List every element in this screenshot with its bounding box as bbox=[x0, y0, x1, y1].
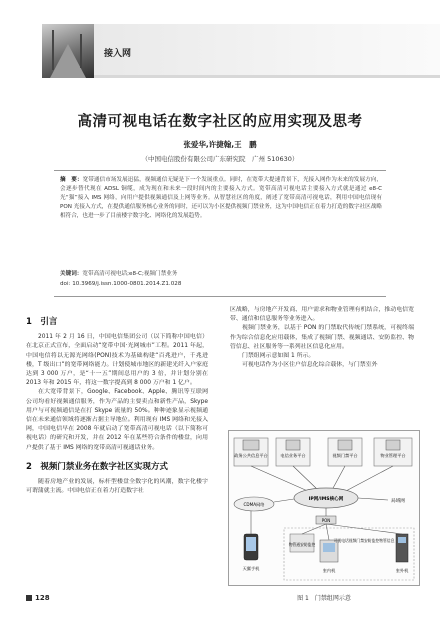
server-icon bbox=[243, 440, 259, 450]
paragraph: 区战略，与房地产开发商、用户需求和物业管理有机结合，推动电信宽带、通信和信息服务等业务进入。 bbox=[230, 307, 414, 323]
paragraph: 门禁组网示意如图 1 所示。 bbox=[242, 353, 315, 360]
tianyi-label: 天翼手机 bbox=[242, 566, 260, 571]
server-icon bbox=[386, 440, 400, 450]
ims-core-label: IP网/IMS核心网 bbox=[308, 497, 344, 502]
figure-caption: 图 1 门禁组网示意 bbox=[297, 595, 351, 602]
property-center-node bbox=[289, 534, 316, 552]
indoor-videophone-label: 可视电话视频门禁安防监控物管信息 bbox=[333, 538, 395, 543]
right-column bbox=[230, 306, 414, 370]
keywords-label: 关键词： bbox=[60, 271, 83, 277]
indoor-screen bbox=[323, 543, 335, 552]
indoor-videophone-info bbox=[334, 538, 395, 543]
outdoor-unit-node bbox=[396, 534, 409, 574]
cdma-cloud bbox=[234, 497, 274, 511]
section-heading: 1 引言 bbox=[26, 317, 58, 327]
ims-core-cloud bbox=[294, 488, 358, 508]
server-icon bbox=[338, 440, 352, 450]
paragraph: 可视电话作为小区住户信息化综合载体，与门禁室外 bbox=[242, 362, 378, 369]
outdoor-screen bbox=[398, 537, 406, 543]
abstract-text bbox=[60, 176, 382, 221]
header-photo bbox=[42, 24, 94, 78]
service-platform-node bbox=[276, 438, 310, 466]
abstract-bottom-rule bbox=[54, 296, 386, 297]
section-heading: 2 视频门禁业务在数字社区实现方式 bbox=[26, 461, 168, 472]
cdma-label: CDMA网络 bbox=[243, 502, 265, 507]
gov-platform-label: 政务公共信息平台 bbox=[234, 453, 268, 458]
doi: doi: 10.3969/j.issn.1000-0801.2014.Z1.028 bbox=[60, 281, 182, 287]
property-center-label: 物管通安防监控 bbox=[288, 542, 316, 547]
paragraph: 在大宽带背景下，Google、Facebook、Apple、腾讯等互联网公司均看好视频通信服务，作为产品的主要卖点和新性产品，Skype 用户与可视频通信是在打 Skype 流量的 50%。种种迹象显示视频通信在未来通信领域将逐渐占据主导地位。利用现有 IMS 网络和光接入网，中国电信早在 2008 年就启动了宽带高清可视电话（以下简称可视电话）的研究和开发，并在 2012 年在某些符合条件的楼盘，向用户提供了基于 IMS 网络的宽带高清可视通话业务。 bbox=[26, 389, 208, 451]
pole-shape bbox=[80, 34, 82, 68]
article-affiliation: （中国电信股份有限公司广东研究院 广州 510630） bbox=[141, 155, 299, 163]
lan-label: 局域网 bbox=[391, 499, 405, 504]
page-number: 128 bbox=[26, 594, 50, 602]
section-label: 接入网 bbox=[104, 49, 132, 59]
phone-screen bbox=[246, 537, 256, 551]
indoor-label: 室内机 bbox=[322, 568, 336, 573]
server-icon bbox=[286, 440, 300, 450]
abstract-top-rule bbox=[54, 170, 386, 171]
door-platform-label: 视频门禁平台 bbox=[332, 453, 358, 458]
article-authors: 张爱华,许捷翰,王 鹏 bbox=[183, 140, 257, 149]
gov-platform-node bbox=[234, 438, 269, 466]
service-platform-label: 电信业务平台 bbox=[280, 453, 306, 458]
door-platform-node bbox=[328, 438, 362, 466]
property-platform-label: 物业管理平台 bbox=[380, 453, 406, 458]
pole-shape bbox=[52, 30, 54, 70]
abstract-box bbox=[54, 170, 386, 302]
paragraph: 随着房地产业的发展，标杆型楼盘全数字化的风潮，数字化楼宇可谓蒲就主流。中国电信正在着力打造数字社 bbox=[26, 479, 208, 495]
header-stripe bbox=[94, 24, 440, 78]
outdoor-label: 室外机 bbox=[395, 568, 409, 573]
paragraph: 2011 年 2 月 16 日，中国电信集团公司（以下简称中国电信）在北京正式宣布，全面启动“宽带中国·光网城市”工程。2011 年起，中国电信将以无源光网络(PON)技术为基础构建“百兆进户，千兆进楼，T 级出口”的宽带网络能力。计划使城市地区的新建光纤入户家庭达到 3 000 万户，是“十一五”期间总用户的 3 倍，并计划分别在 2013 年和 2015 年，将这一数字提高到 8 000 万户和 1 亿户。 bbox=[26, 334, 208, 387]
paragraph: 视频门禁业务，以基于 PON 的门禁取代传统门禁系统，可视终端作为综合信息化应用载体，集成了视频门禁、视频通话、安防监控、物管信息、社区服务等一系列社区信息化应用。 bbox=[230, 325, 414, 350]
tianyi-phone-node bbox=[243, 534, 261, 572]
network-diagram bbox=[228, 430, 420, 586]
pon-label: PON bbox=[321, 518, 331, 523]
property-platform-node bbox=[374, 438, 412, 466]
left-column bbox=[26, 314, 208, 496]
journal-header bbox=[0, 0, 440, 88]
abstract-body: 宽带通信市场发展迅猛，视频通信无疑是下一个发展重点。同时，在宽带大提速背景下，光接入网作为未来的发展方向，会逐步替代现在 ADSL 铜缆，成为现在和未来一段时间内的主要接入方式。宽带高清可视电话主要接入方式就是通过 e8-C 光“猫”接入 IMS 网络，向用户提供视频通信及上网等业务。从智慧社区的角度，阐述了宽带高清可视电话，利用中国电信现有 PON 光接入方式，在提供通信服务核心业务的同时，还可以为小区提供视频门禁业务，这为中国电信正在着力打造的数字社区战略相符合，也进一步了目前楼宇数字化、网络化的发展趋势。 bbox=[60, 177, 382, 219]
abstract-label: 摘 要： bbox=[60, 177, 83, 183]
keywords-value: 宽带高清可视电话;e8-C;视频门禁业务 bbox=[82, 271, 178, 277]
keywords bbox=[60, 270, 382, 279]
article-title: 高清可视电话在数字社区的应用实现及思考 bbox=[77, 114, 363, 130]
pon-node bbox=[316, 516, 336, 524]
